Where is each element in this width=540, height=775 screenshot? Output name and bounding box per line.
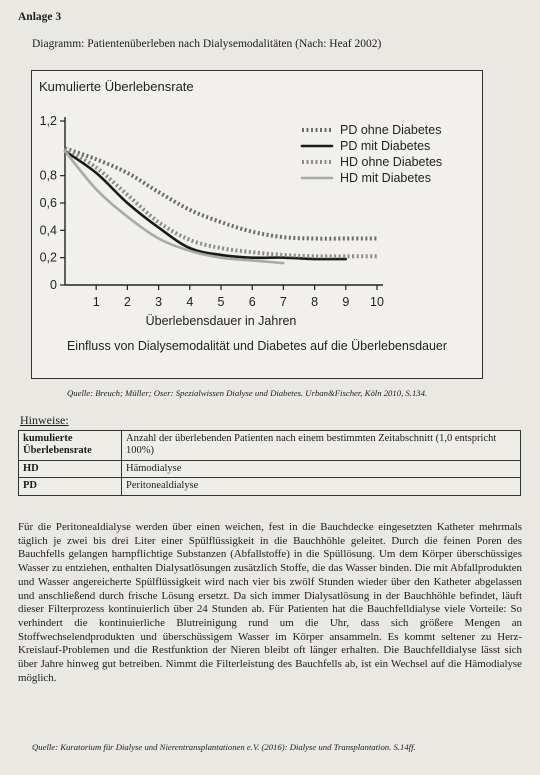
x-tick-label: 10 bbox=[370, 295, 384, 309]
hints-row bbox=[19, 478, 521, 495]
hint-definition: Anzahl der überlebenden Patienten nach einem bestimmten Zeitabschnitt (1,0 entspricht 100%) bbox=[122, 431, 521, 461]
x-tick-label: 7 bbox=[279, 295, 287, 309]
chart-frame bbox=[31, 70, 483, 379]
legend-label: HD mit Diabetes bbox=[340, 171, 431, 185]
x-tick-label: 1 bbox=[92, 295, 100, 309]
hint-term: PD bbox=[19, 478, 122, 495]
x-tick-label: 5 bbox=[217, 295, 225, 309]
x-axis-label: Überlebensdauer in Jahren bbox=[145, 314, 297, 328]
legend-label: PD mit Diabetes bbox=[340, 139, 431, 153]
y-tick-label: 0 bbox=[50, 278, 57, 292]
legend-label: PD ohne Diabetes bbox=[340, 123, 442, 137]
legend-label: HD ohne Diabetes bbox=[340, 155, 443, 169]
hint-definition: Peritonealdialyse bbox=[122, 478, 521, 495]
hints-row bbox=[19, 460, 521, 477]
hints-heading: Hinweise: bbox=[20, 413, 69, 427]
x-tick-label: 4 bbox=[186, 295, 194, 309]
y-tick-label: 0,8 bbox=[39, 168, 57, 183]
y-tick-label: 0,6 bbox=[39, 196, 57, 210]
x-tick-label: 2 bbox=[123, 295, 131, 309]
x-tick-label: 3 bbox=[155, 295, 163, 309]
hints-row bbox=[19, 431, 521, 461]
hint-definition: Hämodialyse bbox=[122, 460, 521, 477]
x-tick-label: 9 bbox=[342, 295, 350, 309]
survival-chart bbox=[32, 71, 482, 378]
appendix-label: Anlage 3 bbox=[18, 11, 62, 23]
chart-title: Kumulierte Überlebensrate bbox=[39, 79, 194, 94]
body-paragraph: Für die Peritonealdialyse werden über einen weichen, fest in die Bauchdecke eingesetzten Katheter mehrmals täglich je zwei bis drei Liter einer Spülflüssigkeit in die Bauchhöhle geleitet. Durch die feinen Poren des Bauchfells gelangen harnpflichtige Substanzen (Abfallstoffe) in die Spüllösung. Um dem Körper überschüssiges Wasser zu entziehen, enthalten Dialysatlösungen zusätzlich Stoffe, die das Wasser binden. Die mit Abfallprodukten und Wasser angereicherte Spülflüssigkeit wird nach vier bis zwölf Stunden wieder über den Katheter abgelassen und anschließend durch frische Lösung ersetzt. Da sich immer Dialysatlösung in der Bauchhöhle befindet, läuft dieser Filterprozess kontinuierlich über 24 Stunden ab. Für Patienten hat die Bauchfelldialyse viele Vorteile: So verhindert die kontinuierliche Blutreinigung rund um die Uhr, dass sich größere Mengen an Stoffwechselendprodukten und überschüssigem Wasser im Körper ansammeln. Es kommt seltener zu Herz-Kreislauf-Problemen und die Restfunktion der Nieren bleibt oft länger erhalten. Die Bauchfelldialyse lässt sich über Jahre hinweg gut betreiben. Nimmt die Filterleistung des Bauchfells ab, ist ein Wechsel auf die Hämodialyse möglich. bbox=[18, 521, 522, 684]
x-tick-label: 8 bbox=[311, 295, 319, 309]
y-tick-label: 0,4 bbox=[39, 223, 57, 238]
series-line-4 bbox=[65, 151, 283, 263]
y-tick-label: 0,2 bbox=[39, 250, 57, 265]
chart-source: Quelle: Breuch; Müller; Oser: Spezialwissen Dialyse und Diabetes. Urban&Fischer, Köln 2010, S.134. bbox=[67, 388, 428, 398]
hints-table bbox=[18, 430, 521, 496]
x-tick-label: 6 bbox=[248, 295, 256, 309]
chart-caption: Einfluss von Dialysemodalität und Diabetes auf die Überlebensdauer bbox=[66, 339, 448, 353]
hint-term: kumulierte Überlebensrate bbox=[19, 431, 122, 461]
hint-term: HD bbox=[19, 460, 122, 477]
diagram-title: Diagramm: Patientenüberleben nach Dialysemodalitäten (Nach: Heaf 2002) bbox=[32, 38, 382, 50]
text-source: Quelle: Kuratorium für Dialyse und Nierentransplantationen e.V. (2016): Dialyse und Transplantation. S.14ff. bbox=[32, 742, 416, 752]
y-tick-label: 1,2 bbox=[39, 114, 57, 128]
